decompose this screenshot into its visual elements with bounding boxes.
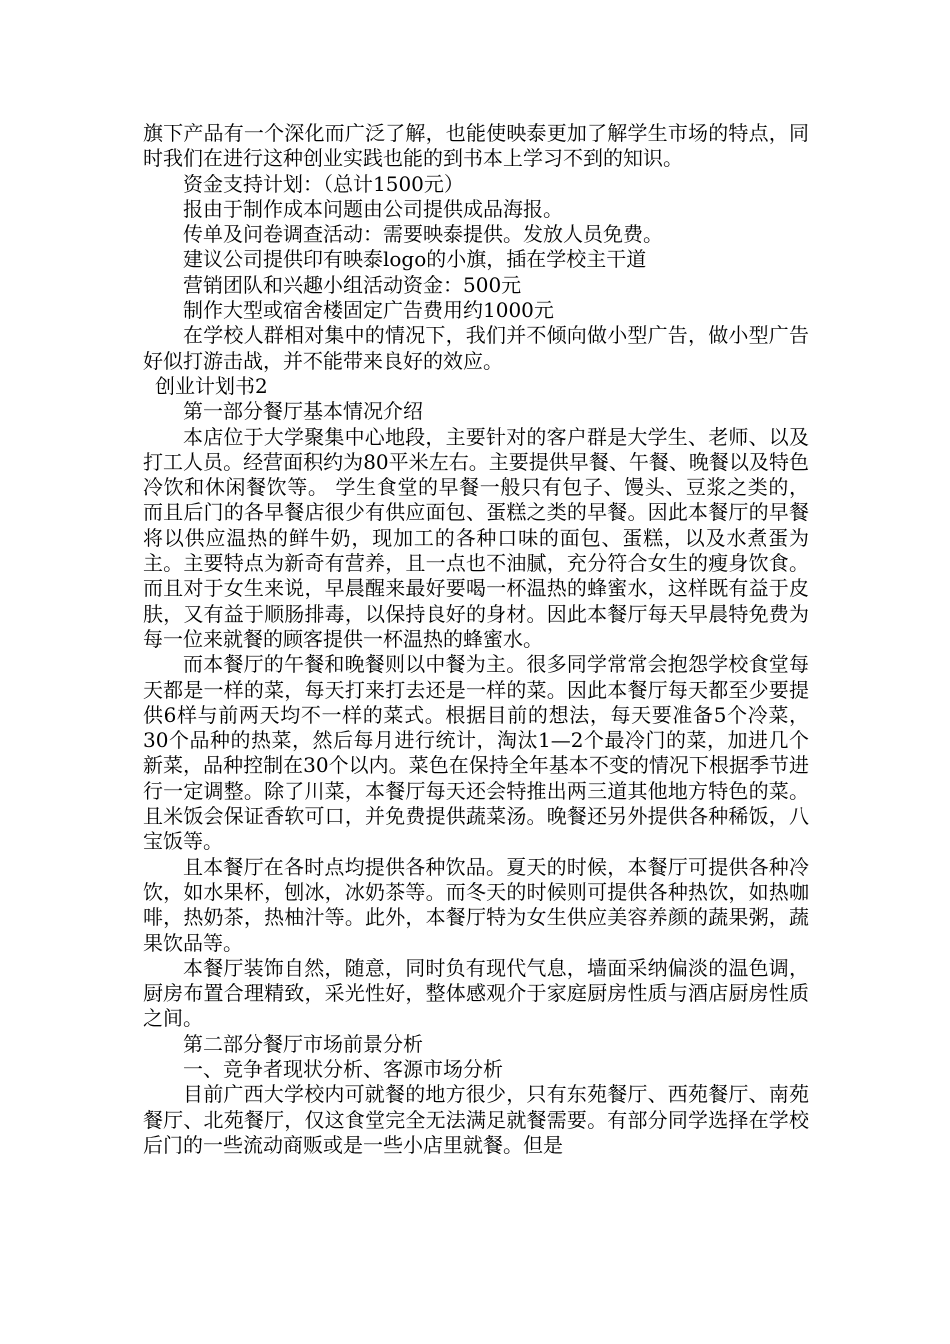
paragraph: 在学校人群相对集中的情况下，我们并不倾向做小型广告，做小型广告好似打游击战，并不能带来良好的效应。	[143, 323, 809, 373]
paragraph: 目前广西大学校内可就餐的地方很少，只有东苑餐厅、西苑餐厅、南苑餐厅、北苑餐厅，仅这食堂完全无法满足就餐需要。有部分同学选择在学校后门的一些流动商贩或是一些小店里就餐。但是	[143, 1082, 809, 1157]
paragraph: 而本餐厅的午餐和晚餐则以中餐为主。很多同学常常会抱怨学校食堂每天都是一样的菜，每天打来打去还是一样的菜。因此本餐厅每天都至少要提供6样与前两天均不一样的菜式。根据目前的想法，每天要准备5个冷菜，30个品种的热菜，然后每月进行统计，淘汰1—2个最冷门的菜，加进几个新菜，品种控制在30个以内。菜色在保持全年基本不变的情况下根据季节进行一定调整。除了川菜，本餐厅每天还会特推出两三道其他地方特色的菜。且米饭会保证香软可口，并免费提供蔬菜汤。晚餐还另外提供各种稀饭，八宝饭等。	[143, 652, 809, 854]
subsection-heading: 一、竞争者现状分析、客源市场分析	[183, 1056, 503, 1081]
paragraph: 旗下产品有一个深化而广泛了解，也能使映泰更加了解学生市场的特点，同时我们在进行这种创业实践也能的到书本上学习不到的知识。	[143, 121, 809, 171]
paragraph: 本餐厅装饰自然，随意，同时负有现代气息，墙面采纳偏淡的温色调，厨房布置合理精致，采光性好，整体感观介于家庭厨房性质与酒店厨房性质之间。	[143, 955, 809, 1031]
paragraph: 营销团队和兴趣小组活动资金：500元	[183, 272, 522, 297]
paragraph: 制作大型或宿舍楼固定广告费用约1000元	[183, 298, 554, 323]
paragraph: 且本餐厅在各时点均提供各种饮品。夏天的时候，本餐厅可提供各种冷饮，如水果杯，刨冰，冰奶茶等。而冬天的时候则可提供各种热饮，如热咖啡，热奶茶，热柚汁等。此外，本餐厅特为女生供应美容养颜的蔬果粥，蔬果饮品等。	[143, 854, 809, 955]
document-body	[143, 121, 809, 1158]
section-heading: 创业计划书2	[155, 373, 268, 398]
part-heading: 第二部分餐厅市场前景分析	[183, 1031, 423, 1056]
paragraph: 建议公司提供印有映泰logo的小旗，插在学校主干道	[183, 247, 647, 272]
part-heading: 第一部分餐厅基本情况介绍	[183, 399, 423, 424]
paragraph: 报由于制作成本问题由公司提供成品海报。	[183, 196, 563, 221]
paragraph: 资金支持计划：（总计1500元）	[183, 171, 464, 196]
paragraph: 传单及问卷调查活动：需要映泰提供。发放人员免费。	[183, 222, 663, 247]
paragraph: 本店位于大学聚集中心地段，主要针对的客户群是大学生、老师、以及打工人员。经营面积约为80平米左右。主要提供早餐、午餐、晚餐以及特色冷饮和休闲餐饮等。 学生食堂的早餐一般只有包子、馒头、豆浆之类的，而且后门的各早餐店很少有供应面包、蛋糕之类的早餐。因此本餐厅的早餐将以供应温热的鲜牛奶，现加工的各种口味的面包、蛋糕，以及水煮蛋为主。主要特点为新奇有营养，且一点也不油腻，充分符合女生的瘦身饮食。而且对于女生来说，早晨醒来最好要喝一杯温热的蜂蜜水，这样既有益于皮肤，又有益于顺肠排毒，以保持良好的身材。因此本餐厅每天早晨特免费为每一位来就餐的顾客提供一杯温热的蜂蜜水。	[143, 424, 809, 651]
